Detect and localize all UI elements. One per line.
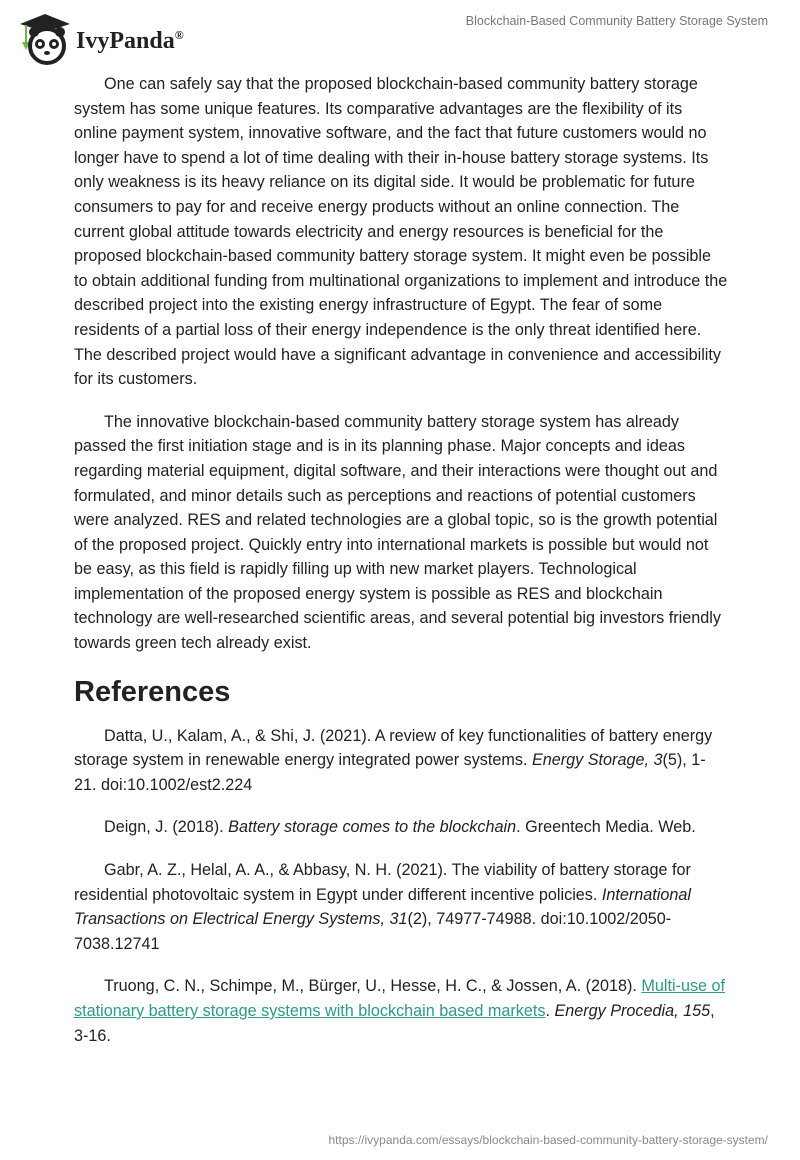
reference-item: Truong, C. N., Schimpe, M., Bürger, U., Hesse, H. C., & Jossen, A. (2018). Multi-use of stationary battery storage systems with blockchain based markets. Energy Procedia, 155, 3-16.	[74, 977, 726, 1045]
logo-text: IvyPanda®	[76, 27, 184, 54]
reference-item: Deign, J. (2018). Battery storage comes to the blockchain. Greentech Media. Web.	[104, 818, 696, 837]
references-heading: References	[74, 675, 231, 708]
footer-url[interactable]: https://ivypanda.com/essays/blockchain-based-community-battery-storage-system/	[328, 1133, 768, 1147]
essay-content	[74, 72, 728, 1066]
ivypanda-logo[interactable]	[18, 10, 184, 66]
reference-item: Datta, U., Kalam, A., & Shi, J. (2021). A review of key functionalities of battery energy storage system in renewable energy integrated power systems. Energy Storage, 3(5), 1-21. doi:10.1002/est2.224	[74, 726, 713, 794]
panda-graduate-icon	[18, 10, 72, 66]
reference-item: Gabr, A. Z., Helal, A. A., & Abbasy, N. H. (2021). The viability of battery storage for residential photovoltaic system in Egypt under different incentive policies. International Transactions on Electrical Energy Systems, 31(2), 74977-74988. doi:10.1002/2050-7038.12741	[74, 861, 691, 953]
references-list	[74, 724, 728, 1049]
body-paragraph: One can safely say that the proposed blockchain-based community battery storage system has some unique features. Its comparative advantages are the flexibility of its online payment system, innovative software, and the fact that future customers would no longer have to spend a lot of time dealing with their in-house battery storage systems. Its only weakness is its heavy reliance on its digital side. It would be problematic for future consumers to pay for and receive energy products without an online connection. The current global attitude towards electricity and energy resources is beneficial for the proposed blockchain-based community battery storage system. It might even be possible to obtain additional funding from multinational organizations to implement and introduce the described project into the existing energy infrastructure of Egypt. The fear of some residents of a partial loss of their energy independence is the only threat identified here. The described project would have a significant advantage in convenience and accessibility for its customers.	[74, 75, 728, 389]
reference-link[interactable]: Multi-use of stationary battery storage systems with blockchain based markets	[74, 977, 726, 1020]
document-title: Blockchain-Based Community Battery Storage System	[465, 14, 768, 28]
body-paragraph: The innovative blockchain-based community battery storage system has already passed the first initiation stage and is in its planning phase. Major concepts and ideas regarding material equipment, digital software, and their interactions were thought out and formulated, and minor details such as perceptions and reactions of potential customers were analyzed. RES and related technologies are a global topic, so is the growth potential of the proposed project. Quickly entry into international markets is possible but would not be easy, as this field is rapidly filling up with new market players. Technological implementation of the proposed energy system is possible as RES and blockchain technology are well-researched scientific areas, and several potential big investors friendly towards green tech already exist.	[74, 412, 721, 653]
